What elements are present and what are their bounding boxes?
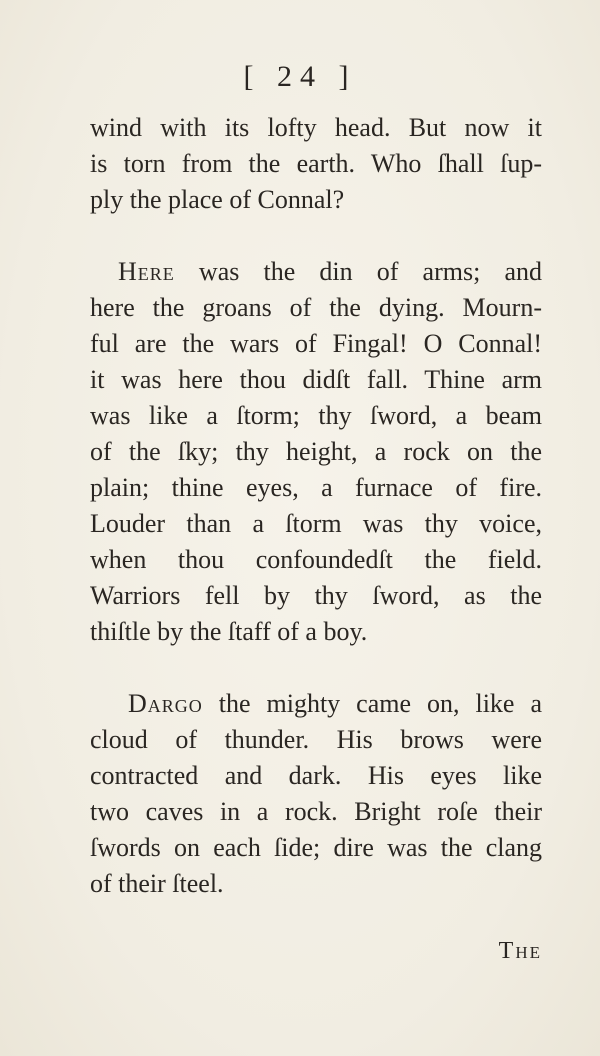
catchword: The [498,938,542,964]
text-line: of the ſky; thy height, a rock on the [90,437,542,466]
paragraph-lead-word: Dargo [128,689,203,718]
text-line: Warriors fell by thy ſword, as the [90,581,542,610]
text-line [128,688,542,720]
text-line: contracted and dark. His eyes like [90,761,542,790]
text-line: wind with its lofty head. But now it [90,113,542,142]
text-line: was like a ſtorm; thy ſword, a beam [90,401,542,430]
text-line: thiſtle by the ſtaff of a boy. [90,617,368,646]
text-line: two caves in a rock. Bright roſe their [90,797,542,826]
text-line: ply the place of Connal? [90,185,345,214]
text-line [118,256,542,288]
text-line: when thou confoundedſt the field. [90,545,542,574]
text-line: is torn from the earth. Who ſhall ſup- [90,149,542,178]
text-line: Louder than a ſtorm was thy voice, [90,509,542,538]
text-line: cloud of thunder. His brows were [90,725,542,754]
text-line: it was here thou didſt fall. Thine arm [90,365,542,394]
page-number-header: [ 24 ] [243,60,357,93]
text-line-rest: was the din of arms; and [174,257,542,286]
text-line: ful are the wars of Fingal! O Connal! [90,329,542,358]
text-line: plain; thine eyes, a furnace of fire. [90,473,542,502]
text-line-rest: the mighty came on, like a [202,689,542,718]
text-line: here the groans of the dying. Mourn- [90,293,542,322]
paragraph-lead-word: Here [118,257,175,286]
text-line: ſwords on each ſide; dire was the clang [90,833,542,862]
text-line: of their ſteel. [90,869,224,898]
